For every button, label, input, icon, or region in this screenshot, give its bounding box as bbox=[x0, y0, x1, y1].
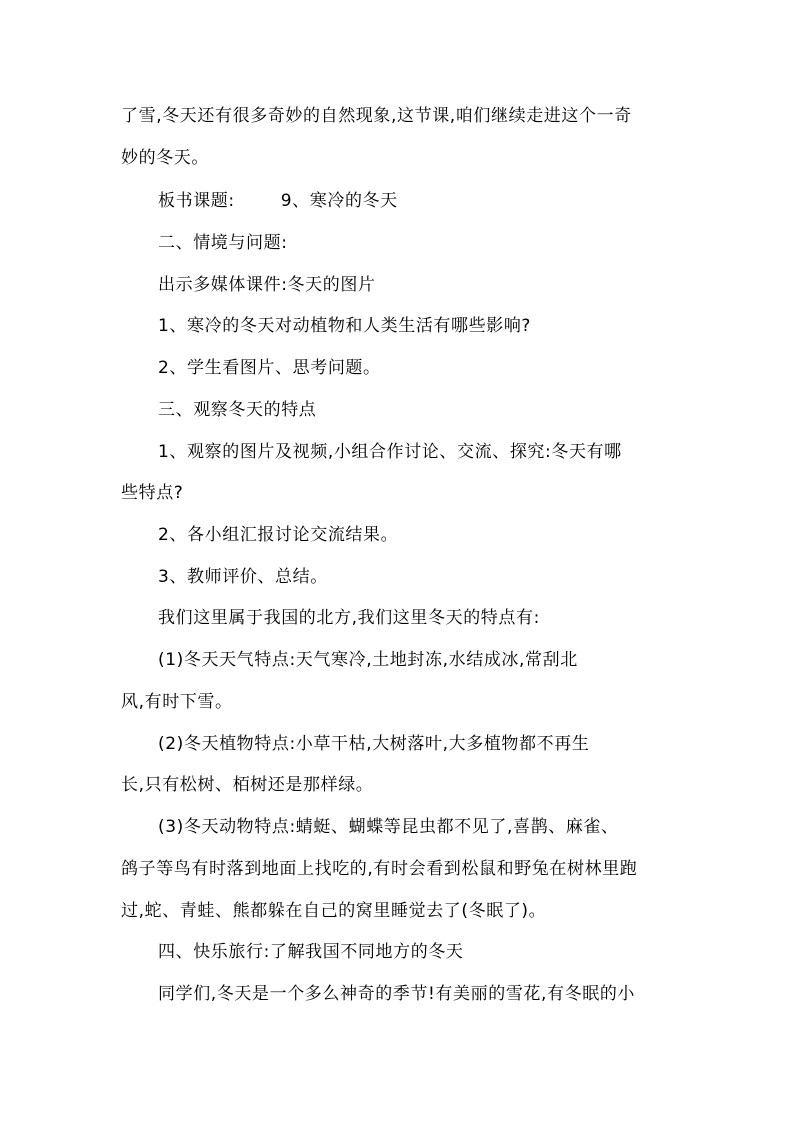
section-heading: 四、快乐旅行:了解我国不同地方的冬天 bbox=[158, 942, 464, 962]
list-item: (2)冬天植物特点:小草干枯,大树落叶,大多植物都不再生 bbox=[158, 734, 590, 754]
board-title-line bbox=[158, 189, 398, 213]
list-item: 2、各小组汇报讨论交流结果。 bbox=[158, 525, 399, 545]
board-title-label: 板书课题: bbox=[158, 191, 235, 211]
list-item: 1、观察的图片及视频,小组合作讨论、交流、探究:冬天有哪 bbox=[158, 442, 622, 462]
paragraph-line: 妙的冬天。 bbox=[121, 148, 209, 168]
paragraph-line: 我们这里属于我国的北方,我们这里冬天的特点有: bbox=[158, 608, 540, 628]
paragraph-line: 出示多媒体课件:冬天的图片 bbox=[158, 275, 376, 295]
list-item: (3)冬天动物特点:蜻蜓、蝴蝶等昆虫都不见了,喜鹊、麻雀、 bbox=[158, 817, 619, 837]
board-title-value: 9、寒冷的冬天 bbox=[280, 191, 398, 211]
list-item-continuation: 风,有时下雪。 bbox=[121, 692, 233, 712]
list-item-continuation: 过,蛇、青蛙、熊都躲在自己的窝里睡觉去了(冬眠了)。 bbox=[121, 901, 547, 921]
list-item: 3、教师评价、总结。 bbox=[158, 567, 328, 587]
list-item: (1)冬天天气特点:天气寒冷,土地封冻,水结成冰,常刮北 bbox=[158, 650, 578, 670]
section-heading: 三、观察冬天的特点 bbox=[158, 400, 317, 420]
list-item-continuation: 些特点? bbox=[121, 483, 184, 503]
list-item: 1、寒冷的冬天对动植物和人类生活有哪些影响? bbox=[158, 316, 532, 336]
list-item: 2、学生看图片、思考问题。 bbox=[158, 358, 381, 378]
paragraph-line: 同学们,冬天是一个多么神奇的季节!有美丽的雪花,有冬眠的小 bbox=[158, 984, 636, 1004]
section-heading: 二、情境与问题: bbox=[158, 233, 288, 253]
paragraph-line: 了雪,冬天还有很多奇妙的自然现象,这节课,咱们继续走进这个一奇 bbox=[121, 106, 632, 126]
list-item-continuation: 鸽子等鸟有时落到地面上找吃的,有时会看到松鼠和野兔在树林里跑 bbox=[121, 859, 638, 879]
list-item-continuation: 长,只有松树、栢树还是那样绿。 bbox=[121, 775, 374, 795]
